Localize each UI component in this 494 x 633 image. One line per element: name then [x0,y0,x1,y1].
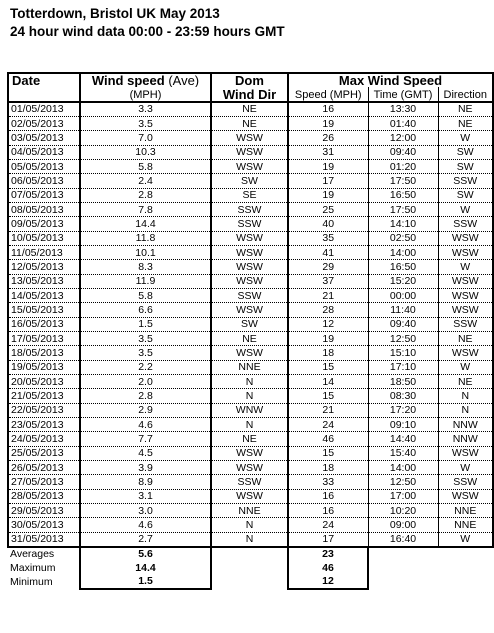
averages-label: Averages [10,548,55,561]
row-date: 07/05/2013 [8,188,80,202]
row-date: 20/05/2013 [8,374,80,388]
row-date: 22/05/2013 [8,403,80,417]
row-wind-speed: 4.5 [80,446,211,460]
header-dom: Dom [211,73,288,87]
row-dom-wind-dir: SW [211,174,288,188]
row-wind-speed: 2.0 [80,374,211,388]
row-date: 29/05/2013 [8,503,80,517]
row-date: 18/05/2013 [8,346,80,360]
row-max-direction: NE [438,102,493,117]
row-wind-speed: 1.5 [80,317,211,331]
header-wind-speed-unit: (MPH) [80,87,211,101]
title-line-2: 24 hour wind data 00:00 - 23:59 hours GMT [10,24,285,39]
header-max-wind-speed: Max Wind Speed [288,73,493,87]
row-max-time: 01:40 [368,116,438,130]
row-wind-speed: 3.0 [80,503,211,517]
row-max-speed: 16 [288,489,368,503]
row-date: 12/05/2013 [8,260,80,274]
table-row [8,532,493,547]
maximum-max-speed: 46 [288,561,368,574]
row-wind-speed: 11.8 [80,231,211,245]
row-max-time: 14:00 [368,245,438,259]
row-max-time: 12:50 [368,475,438,489]
row-max-speed: 37 [288,274,368,288]
row-max-speed: 17 [288,174,368,188]
row-max-direction: WSW [438,446,493,460]
row-wind-speed: 11.9 [80,274,211,288]
row-max-time: 12:00 [368,131,438,145]
row-max-direction: NNW [438,417,493,431]
row-date: 16/05/2013 [8,317,80,331]
table-row [8,518,493,532]
row-wind-speed: 5.8 [80,288,211,302]
table-row [8,460,493,474]
row-max-speed: 41 [288,245,368,259]
row-max-time: 01:20 [368,159,438,173]
row-dom-wind-dir: WNW [211,403,288,417]
row-max-speed: 19 [288,188,368,202]
row-date: 31/05/2013 [8,532,80,547]
row-max-time: 09:10 [368,417,438,431]
row-max-speed: 16 [288,503,368,517]
row-date: 09/05/2013 [8,217,80,231]
row-max-time: 02:50 [368,231,438,245]
row-date: 05/05/2013 [8,159,80,173]
table-row [8,131,493,145]
row-wind-speed: 7.7 [80,432,211,446]
row-max-direction: NE [438,331,493,345]
table-row [8,417,493,431]
row-date: 10/05/2013 [8,231,80,245]
row-date: 08/05/2013 [8,202,80,216]
row-dom-wind-dir: NE [211,331,288,345]
row-date: 14/05/2013 [8,288,80,302]
row-dom-wind-dir: SSW [211,288,288,302]
row-max-direction: WSW [438,288,493,302]
row-max-direction: SW [438,188,493,202]
row-max-time: 09:40 [368,145,438,159]
row-max-direction: WSW [438,346,493,360]
row-date: 30/05/2013 [8,518,80,532]
row-max-time: 17:00 [368,489,438,503]
table-row [8,231,493,245]
row-date: 06/05/2013 [8,174,80,188]
row-date: 02/05/2013 [8,116,80,130]
row-wind-speed: 3.9 [80,460,211,474]
row-max-speed: 40 [288,217,368,231]
row-dom-wind-dir: WSW [211,245,288,259]
row-wind-speed: 5.8 [80,159,211,173]
row-max-direction: SSW [438,317,493,331]
averages-max-speed: 23 [288,547,368,561]
row-max-time: 11:40 [368,303,438,317]
maximum-wind-speed: 14.4 [80,561,211,574]
table-row [8,116,493,130]
row-max-time: 17:50 [368,174,438,188]
header-wind-speed: Wind speed (Ave) [80,73,211,87]
row-max-direction: N [438,403,493,417]
header-direction: Direction [438,87,493,101]
row-max-time: 14:40 [368,432,438,446]
row-max-time: 15:40 [368,446,438,460]
row-max-time: 17:20 [368,403,438,417]
row-max-speed: 19 [288,116,368,130]
row-wind-speed: 3.3 [80,102,211,117]
row-wind-speed: 8.9 [80,475,211,489]
row-max-speed: 25 [288,202,368,216]
row-dom-wind-dir: WSW [211,346,288,360]
row-max-direction: NNE [438,518,493,532]
row-date: 01/05/2013 [8,102,80,117]
header-time: Time (GMT) [368,87,438,101]
row-date: 15/05/2013 [8,303,80,317]
table-row [8,159,493,173]
table-row [8,245,493,259]
row-max-speed: 35 [288,231,368,245]
row-dom-wind-dir: SE [211,188,288,202]
row-date: 24/05/2013 [8,432,80,446]
table-row [8,260,493,274]
row-max-direction: WSW [438,245,493,259]
header-date: Date [8,73,80,87]
row-max-direction: N [438,389,493,403]
row-wind-speed: 3.5 [80,346,211,360]
table-row [8,174,493,188]
table-row [8,202,493,216]
row-max-time: 00:00 [368,288,438,302]
header-speed: Speed (MPH) [288,87,368,101]
row-max-speed: 21 [288,403,368,417]
row-max-time: 09:00 [368,518,438,532]
row-dom-wind-dir: NE [211,102,288,117]
row-max-direction: NNE [438,503,493,517]
row-max-time: 14:10 [368,217,438,231]
table-row [8,432,493,446]
row-max-direction: W [438,202,493,216]
row-wind-speed: 4.6 [80,417,211,431]
row-wind-speed: 3.1 [80,489,211,503]
row-max-speed: 15 [288,360,368,374]
title-line-1: Totterdown, Bristol UK May 2013 [10,6,220,21]
row-max-direction: NE [438,374,493,388]
row-dom-wind-dir: N [211,374,288,388]
table-row [8,403,493,417]
row-date: 04/05/2013 [8,145,80,159]
minimum-label: Minimum [10,575,53,588]
table-row [8,489,493,503]
row-max-direction: W [438,131,493,145]
row-wind-speed: 3.5 [80,116,211,130]
row-max-speed: 15 [288,389,368,403]
row-date: 26/05/2013 [8,460,80,474]
row-max-speed: 17 [288,532,368,547]
row-max-speed: 21 [288,288,368,302]
row-max-direction: WSW [438,231,493,245]
row-dom-wind-dir: WSW [211,260,288,274]
row-dom-wind-dir: SSW [211,217,288,231]
row-max-speed: 15 [288,446,368,460]
row-dom-wind-dir: NE [211,116,288,130]
table-row [8,102,493,117]
row-max-time: 16:50 [368,260,438,274]
row-date: 03/05/2013 [8,131,80,145]
row-max-speed: 31 [288,145,368,159]
row-dom-wind-dir: NNE [211,360,288,374]
row-max-time: 16:40 [368,532,438,547]
row-max-time: 16:50 [368,188,438,202]
table-row [8,475,493,489]
row-max-speed: 12 [288,317,368,331]
row-wind-speed: 7.0 [80,131,211,145]
row-max-speed: 46 [288,432,368,446]
table-row [8,217,493,231]
row-max-speed: 14 [288,374,368,388]
row-max-speed: 19 [288,159,368,173]
row-wind-speed: 8.3 [80,260,211,274]
row-date: 27/05/2013 [8,475,80,489]
row-max-speed: 18 [288,460,368,474]
table-row [8,346,493,360]
row-max-speed: 18 [288,346,368,360]
row-max-direction: NNW [438,432,493,446]
table-row [8,503,493,517]
row-wind-speed: 14.4 [80,217,211,231]
table-row [8,446,493,460]
table-row [8,389,493,403]
row-dom-wind-dir: WSW [211,159,288,173]
header-date-blank [8,87,80,101]
row-max-speed: 33 [288,475,368,489]
minimum-max-speed: 12 [288,574,368,588]
table-row [8,303,493,317]
row-max-time: 15:10 [368,346,438,360]
row-wind-speed: 4.6 [80,518,211,532]
row-date: 19/05/2013 [8,360,80,374]
row-max-direction: NE [438,116,493,130]
row-max-speed: 26 [288,131,368,145]
row-max-time: 08:30 [368,389,438,403]
row-max-direction: W [438,360,493,374]
row-max-speed: 29 [288,260,368,274]
row-max-direction: SSW [438,475,493,489]
row-wind-speed: 2.9 [80,403,211,417]
row-dom-wind-dir: WSW [211,274,288,288]
row-max-time: 09:40 [368,317,438,331]
row-date: 13/05/2013 [8,274,80,288]
row-date: 11/05/2013 [8,245,80,259]
row-max-direction: WSW [438,303,493,317]
row-dom-wind-dir: NE [211,432,288,446]
row-max-time: 12:50 [368,331,438,345]
row-max-time: 14:00 [368,460,438,474]
table-row [8,288,493,302]
row-date: 23/05/2013 [8,417,80,431]
row-max-direction: SSW [438,217,493,231]
row-dom-wind-dir: SSW [211,475,288,489]
row-dom-wind-dir: WSW [211,145,288,159]
row-max-direction: SSW [438,174,493,188]
row-dom-wind-dir: SSW [211,202,288,216]
row-dom-wind-dir: N [211,389,288,403]
table-row [8,274,493,288]
minimum-wind-speed: 1.5 [80,574,211,588]
row-wind-speed: 6.6 [80,303,211,317]
table-row [8,374,493,388]
row-dom-wind-dir: SW [211,317,288,331]
row-wind-speed: 2.8 [80,389,211,403]
row-dom-wind-dir: WSW [211,446,288,460]
row-max-direction: WSW [438,489,493,503]
row-max-direction: SW [438,159,493,173]
row-wind-speed: 7.8 [80,202,211,216]
wind-data-table [7,72,494,590]
header-wind-dir: Wind Dir [211,87,288,101]
row-dom-wind-dir: N [211,532,288,547]
row-max-time: 10:20 [368,503,438,517]
table-row [8,360,493,374]
row-dom-wind-dir: WSW [211,460,288,474]
row-max-time: 17:10 [368,360,438,374]
row-max-time: 15:20 [368,274,438,288]
row-wind-speed: 2.7 [80,532,211,547]
table-row [8,331,493,345]
row-max-time: 17:50 [368,202,438,216]
row-max-time: 13:30 [368,102,438,117]
maximum-label: Maximum [10,561,56,574]
row-date: 28/05/2013 [8,489,80,503]
row-wind-speed: 2.8 [80,188,211,202]
row-max-direction: WSW [438,274,493,288]
row-wind-speed: 10.3 [80,145,211,159]
row-date: 21/05/2013 [8,389,80,403]
row-dom-wind-dir: N [211,518,288,532]
row-date: 25/05/2013 [8,446,80,460]
row-date: 17/05/2013 [8,331,80,345]
row-max-direction: SW [438,145,493,159]
row-wind-speed: 2.4 [80,174,211,188]
table-row [8,188,493,202]
row-max-direction: W [438,460,493,474]
row-max-speed: 24 [288,417,368,431]
row-max-time: 18:50 [368,374,438,388]
table-row [8,145,493,159]
row-dom-wind-dir: NNE [211,503,288,517]
row-wind-speed: 2.2 [80,360,211,374]
row-dom-wind-dir: WSW [211,303,288,317]
table-row [8,317,493,331]
row-max-speed: 24 [288,518,368,532]
row-max-speed: 19 [288,331,368,345]
row-max-direction: W [438,260,493,274]
row-wind-speed: 10.1 [80,245,211,259]
row-dom-wind-dir: WSW [211,489,288,503]
row-max-speed: 16 [288,102,368,117]
row-wind-speed: 3.5 [80,331,211,345]
row-dom-wind-dir: WSW [211,231,288,245]
averages-wind-speed: 5.6 [80,547,211,561]
row-max-direction: W [438,532,493,547]
row-dom-wind-dir: WSW [211,131,288,145]
row-dom-wind-dir: N [211,417,288,431]
row-max-speed: 28 [288,303,368,317]
